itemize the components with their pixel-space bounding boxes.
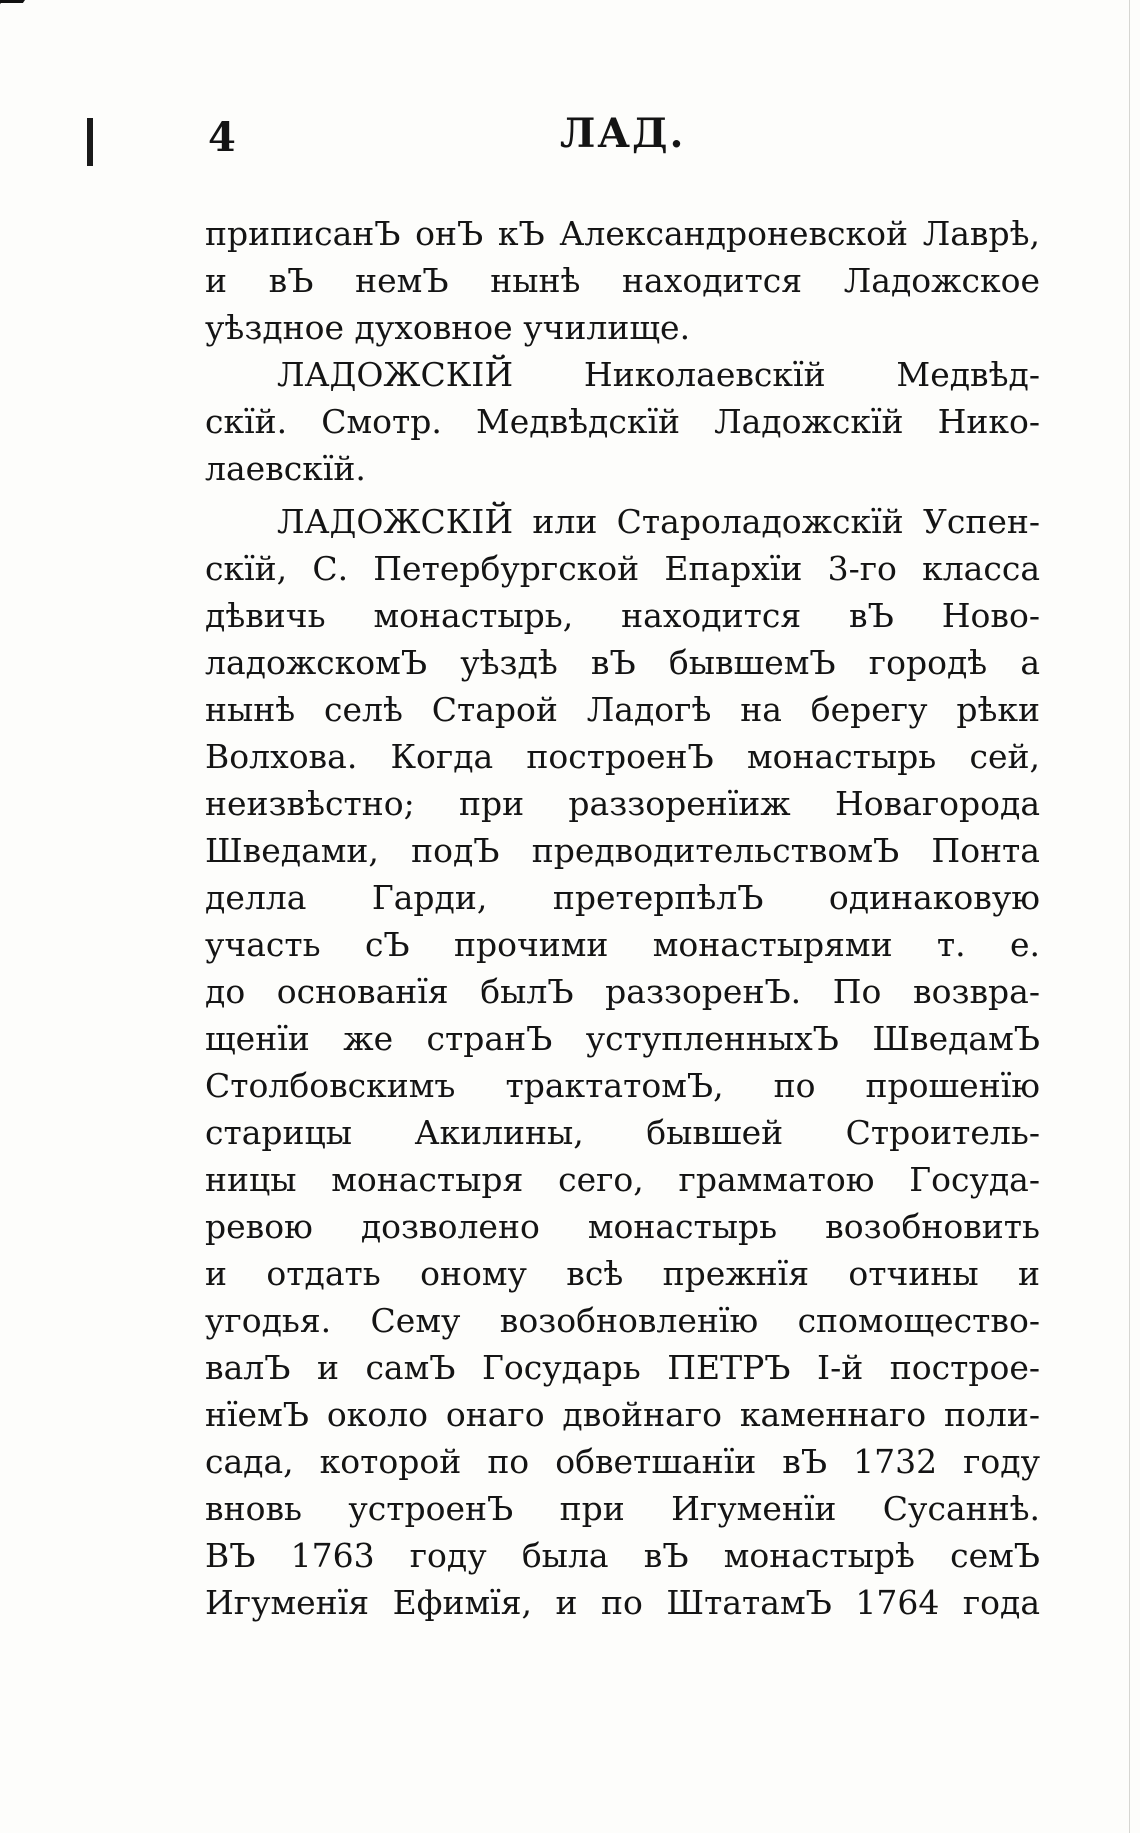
text-line: лаевскїй. bbox=[205, 449, 366, 488]
text-line: скїй, С. Петербургской Епархїи 3-го класса bbox=[205, 549, 1040, 588]
text-line: уѣздное духовное училище. bbox=[205, 308, 691, 347]
body-text bbox=[205, 210, 1040, 1626]
text-line: нїемЪ около онаго двойнаго каменнаго поли- bbox=[205, 1395, 1040, 1434]
text-line: ревою дозволено монастырь возобновить bbox=[205, 1207, 1040, 1246]
text-line: дѣвичь монастырь, находится вЪ Ново- bbox=[205, 596, 1040, 635]
text-line: ладожскомЪ уѣздѣ вЪ бывшемЪ городѣ а bbox=[205, 643, 1040, 682]
page-header bbox=[208, 110, 1048, 166]
page-number: 4 bbox=[208, 114, 236, 161]
text-line: Шведами, подЪ предводительствомЪ Понта bbox=[205, 831, 1040, 870]
text-line: неизвѣстно; при раззоренїиж Новагорода bbox=[205, 784, 1040, 823]
text-line: делла Гарди, претерпѣлЪ одинаковую bbox=[205, 878, 1040, 917]
text-line: и вЪ немЪ нынѣ находится Ладожское bbox=[205, 261, 1040, 300]
text-line: вновь устроенЪ при Игуменїи Сусаннѣ. bbox=[205, 1489, 1040, 1528]
text-line: до основанїя былЪ раззоренЪ. По возвра- bbox=[205, 972, 1040, 1011]
text-line: Игуменїя Ефимїя, и по ШтатамЪ 1764 года bbox=[205, 1583, 1040, 1622]
margin-mark bbox=[87, 118, 93, 166]
running-head: ЛАД. bbox=[560, 110, 686, 157]
page-edge bbox=[1129, 0, 1130, 1833]
entry-heading-line: ЛАДОЖСКIЙ Николаевскїй Медвѣд- bbox=[277, 355, 1040, 394]
text-line: валЪ и самЪ Государь ПЕТРЪ I-й построе- bbox=[205, 1348, 1040, 1387]
text-line: угодья. Сему возобновленїю спомоществo- bbox=[205, 1301, 1040, 1340]
text-line: Столбовскимъ трактатомЪ, по прошенїю bbox=[205, 1066, 1040, 1105]
text-line: щенїи же странЪ уступленныхЪ ШведамЪ bbox=[205, 1019, 1040, 1058]
text-line: и отдать оному всѣ прежнїя отчины и bbox=[205, 1254, 1040, 1293]
text-line: ВЪ 1763 году была вЪ монастырѣ семЪ bbox=[205, 1536, 1040, 1575]
text-line: нынѣ селѣ Старой Ладогѣ на берегу рѣки bbox=[205, 690, 1040, 729]
text-line: ницы монастыря сего, грамматою Госуда- bbox=[205, 1160, 1040, 1199]
text-line: участь сЪ прочими монастырями т. е. bbox=[205, 925, 1040, 964]
text-line: скїй. Смотр. Медвѣдскїй Ладожскїй Нико- bbox=[205, 402, 1040, 441]
text-line: приписанЪ онЪ кЪ Александроневской Лаврѣ, bbox=[205, 214, 1040, 253]
text-line: старицы Акилины, бывшей Строитель- bbox=[205, 1113, 1040, 1152]
text-line: сада, которой по обветшанїи вЪ 1732 году bbox=[205, 1442, 1040, 1481]
scan-corner-mark bbox=[0, 0, 25, 15]
text-line: Волхова. Когда построенЪ монастырь сей, bbox=[205, 737, 1040, 776]
entry-heading-line: ЛАДОЖСКIЙ или Староладожскїй Успен- bbox=[277, 502, 1040, 541]
